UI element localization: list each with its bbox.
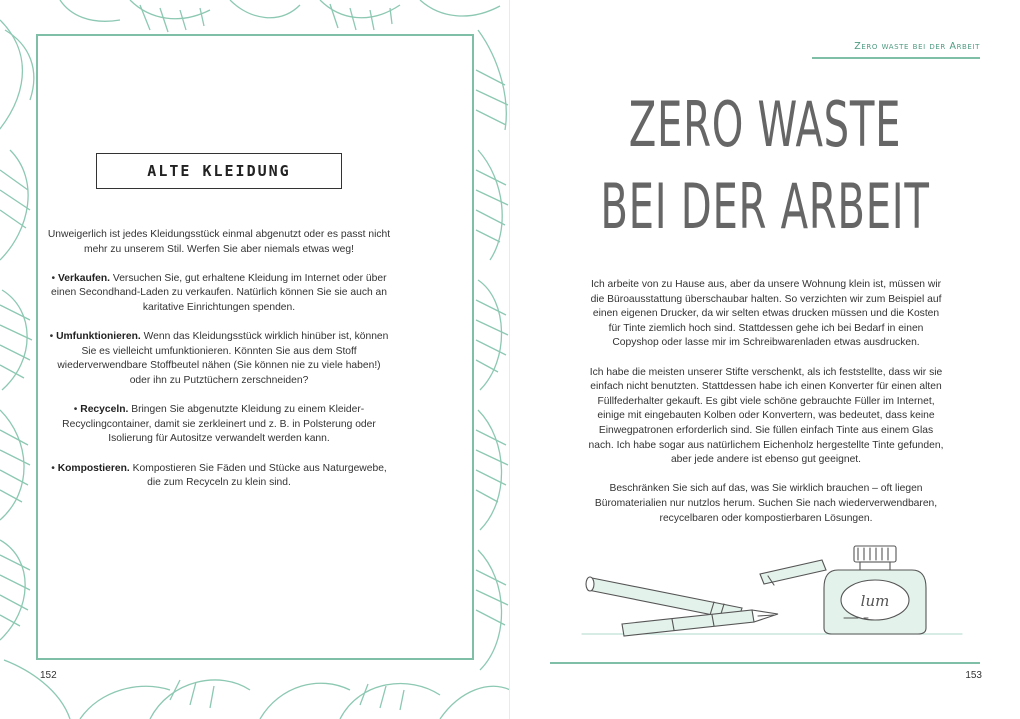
ink-bottle-icon: [824, 546, 926, 634]
list-item: • Recyceln. Bringen Sie abgenutzte Kleidung zu einem Kleider-Recyclingcontainer, damit sie zerkleinert und z. B. in Polsterung oder Isolierung für Autositze verwandelt werden kann.: [62, 404, 376, 445]
pen-and-ink-illustration: [562, 540, 972, 650]
fountain-pen-icon: [622, 610, 778, 636]
item-term: Recyceln.: [80, 404, 129, 416]
title-line-1: ZERO WASTE: [628, 88, 902, 161]
right-body-text: [588, 278, 944, 541]
paragraph: Beschränken Sie sich auf das, was Sie wirklich brauchen – oft liegen Büromaterialien nur nutzlos herum. Suchen Sie nach wiederverwendbaren, recycelbaren oder kompostierbaren Lösungen.: [594, 483, 938, 524]
list-item: • Verkaufen. Versuchen Sie, gut erhaltene Kleidung im Internet oder über einen Secondhand-Laden zu verkaufen. Natürlich können Sie sie auch an karitative Einrichtungen spenden.: [50, 272, 388, 313]
left-body-text: [46, 228, 392, 505]
item-term: Umfunktionieren.: [56, 331, 141, 343]
right-page: [510, 0, 1020, 719]
item-term: Kompostieren.: [57, 462, 130, 474]
title-line-2: BEI DER ARBEIT: [600, 170, 930, 243]
running-head: Zero waste bei der Arbeit: [854, 41, 980, 52]
intro-paragraph: Unweigerlich ist jedes Kleidungsstück einmal abgenutzt oder es passt nicht mehr zu unserem Stil. Werfen Sie aber niemals etwas weg!: [47, 229, 391, 255]
page-title: [581, 84, 948, 248]
section-heading: ALTE KLEIDUNG: [147, 162, 291, 180]
running-head-rule: [812, 57, 980, 59]
bottom-rule: [550, 662, 980, 664]
paragraph: Ich habe die meisten unserer Stifte verschenkt, als ich feststellte, dass wir sie einfach nicht benutzten. Stattdessen habe ich einen Konverter für einen alten Füllfederhalter gekauft. Es gibt viele schöne gebrauchte Füller im Internet, einige mit eingebauten Kolben oder Konvertern, was bedeutet, dass keine Einwegpatronen erforderlich sind. Sie füllen einfach Tinte aus einem Glas nach. Ich habe sogar aus natürlichem Eichenholz hergestellte Tinte gefunden, aber jede andere ist ebenso gut geeignet.: [588, 366, 944, 466]
page-number-right: 153: [965, 670, 982, 681]
pen-cap-icon: [760, 560, 826, 585]
ink-label: lum: [860, 592, 890, 610]
page-number-left: 152: [40, 670, 57, 681]
list-item: • Umfunktionieren. Wenn das Kleidungsstück wirklich hinüber ist, können Sie es vielleicht umfunktionieren. Könnten Sie aus dem Stoff wiederverwendbare Stoffbeutel nähen (Sie können nie zu viele haben!) oder ihn zu Putztüchern zerschneiden?: [49, 331, 389, 386]
list-item: • Kompostieren. Kompostieren Sie Fäden und Stücke aus Naturgewebe, die zum Recyceln zu klein sind.: [51, 462, 387, 489]
section-heading-box: [96, 153, 342, 189]
paragraph: Ich arbeite von zu Hause aus, aber da unsere Wohnung klein ist, müssen wir die Büroausstattung überschaubar halten. So verzichten wir zum Beispiel auf einen eigenen Drucker, da wir selten etwas drucken müssen und die Kosten für Tinte ziemlich hoch sind. Stattdessen gehe ich bei Bedarf in einen Copyshop oder lasse mir im Schreibwarenladen etwas ausdrucken.: [590, 279, 942, 349]
item-term: Verkaufen.: [57, 272, 111, 284]
